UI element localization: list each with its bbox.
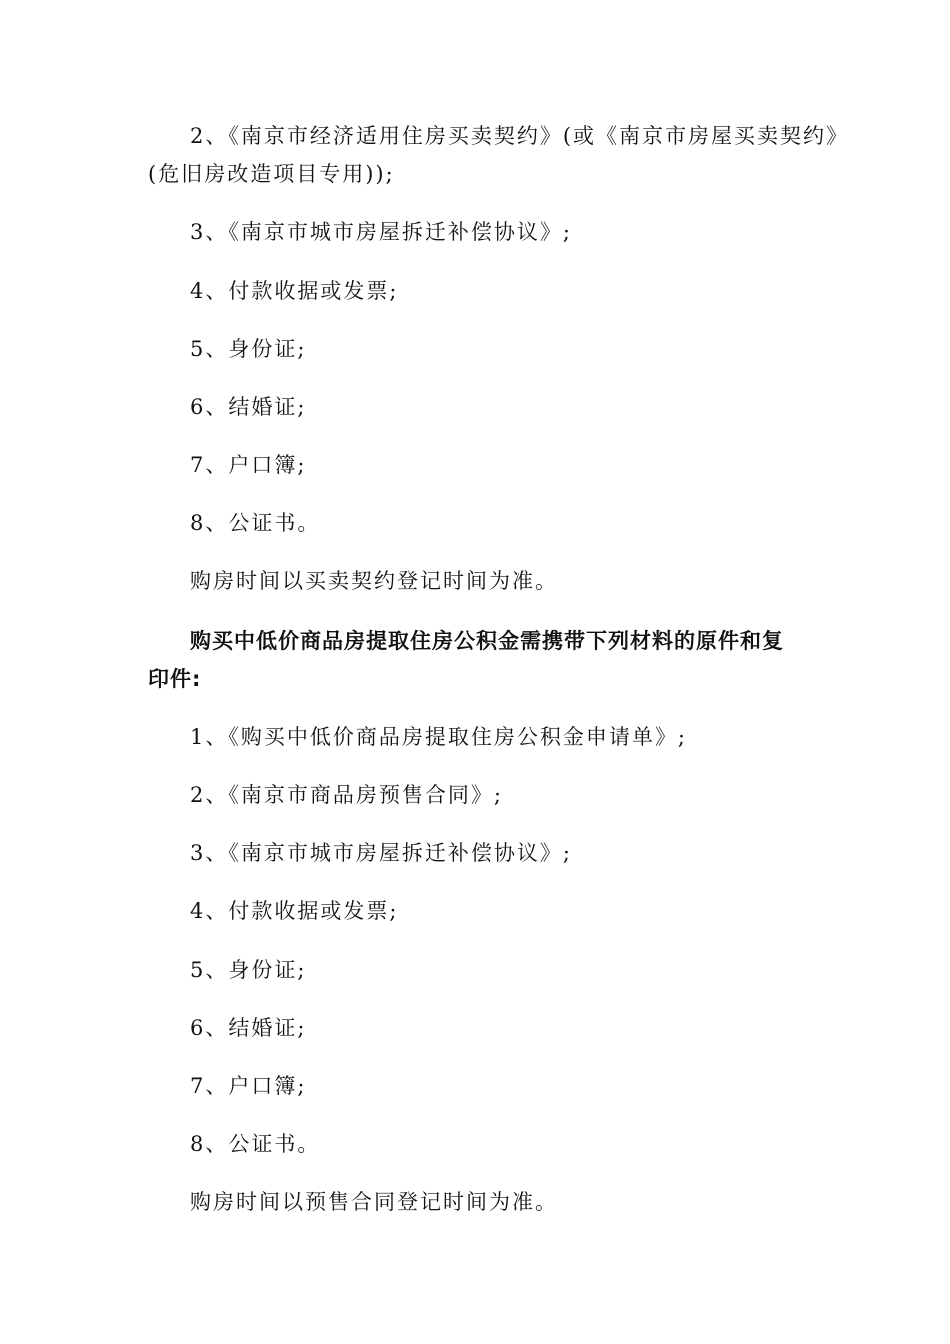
list-item: 7、户口簿; (190, 1074, 307, 1098)
list-item: 5、身份证; (190, 958, 307, 982)
section-note: 购房时间以买卖契约登记时间为准。 (190, 569, 558, 593)
list-item: 1、《购买中低价商品房提取住房公积金申请单》; (190, 725, 687, 749)
list-item: 6、结婚证; (190, 395, 307, 419)
list-item: 3、《南京市城市房屋拆迁补偿协议》; (190, 841, 572, 865)
list-item-continuation: (危旧房改造项目专用)); (148, 162, 395, 186)
list-item: 5、身份证; (190, 337, 307, 361)
list-item: 2、《南京市经济适用住房买卖契约》(或《南京市房屋买卖契约》 (190, 124, 850, 148)
list-item: 3、《南京市城市房屋拆迁补偿协议》; (190, 220, 572, 244)
section-heading: 购买中低价商品房提取住房公积金需携带下列材料的原件和复 (190, 629, 784, 653)
list-item: 6、结婚证; (190, 1016, 307, 1040)
list-item: 7、户口簿; (190, 453, 307, 477)
list-item: 8、公证书。 (190, 1132, 321, 1156)
list-item: 2、《南京市商品房预售合同》; (190, 783, 503, 807)
list-item: 4、付款收据或发票; (190, 279, 399, 303)
section-heading-continuation: 印件: (148, 667, 202, 691)
list-item: 4、付款收据或发票; (190, 899, 399, 923)
section-note: 购房时间以预售合同登记时间为准。 (190, 1190, 558, 1214)
list-item: 8、公证书。 (190, 511, 321, 535)
